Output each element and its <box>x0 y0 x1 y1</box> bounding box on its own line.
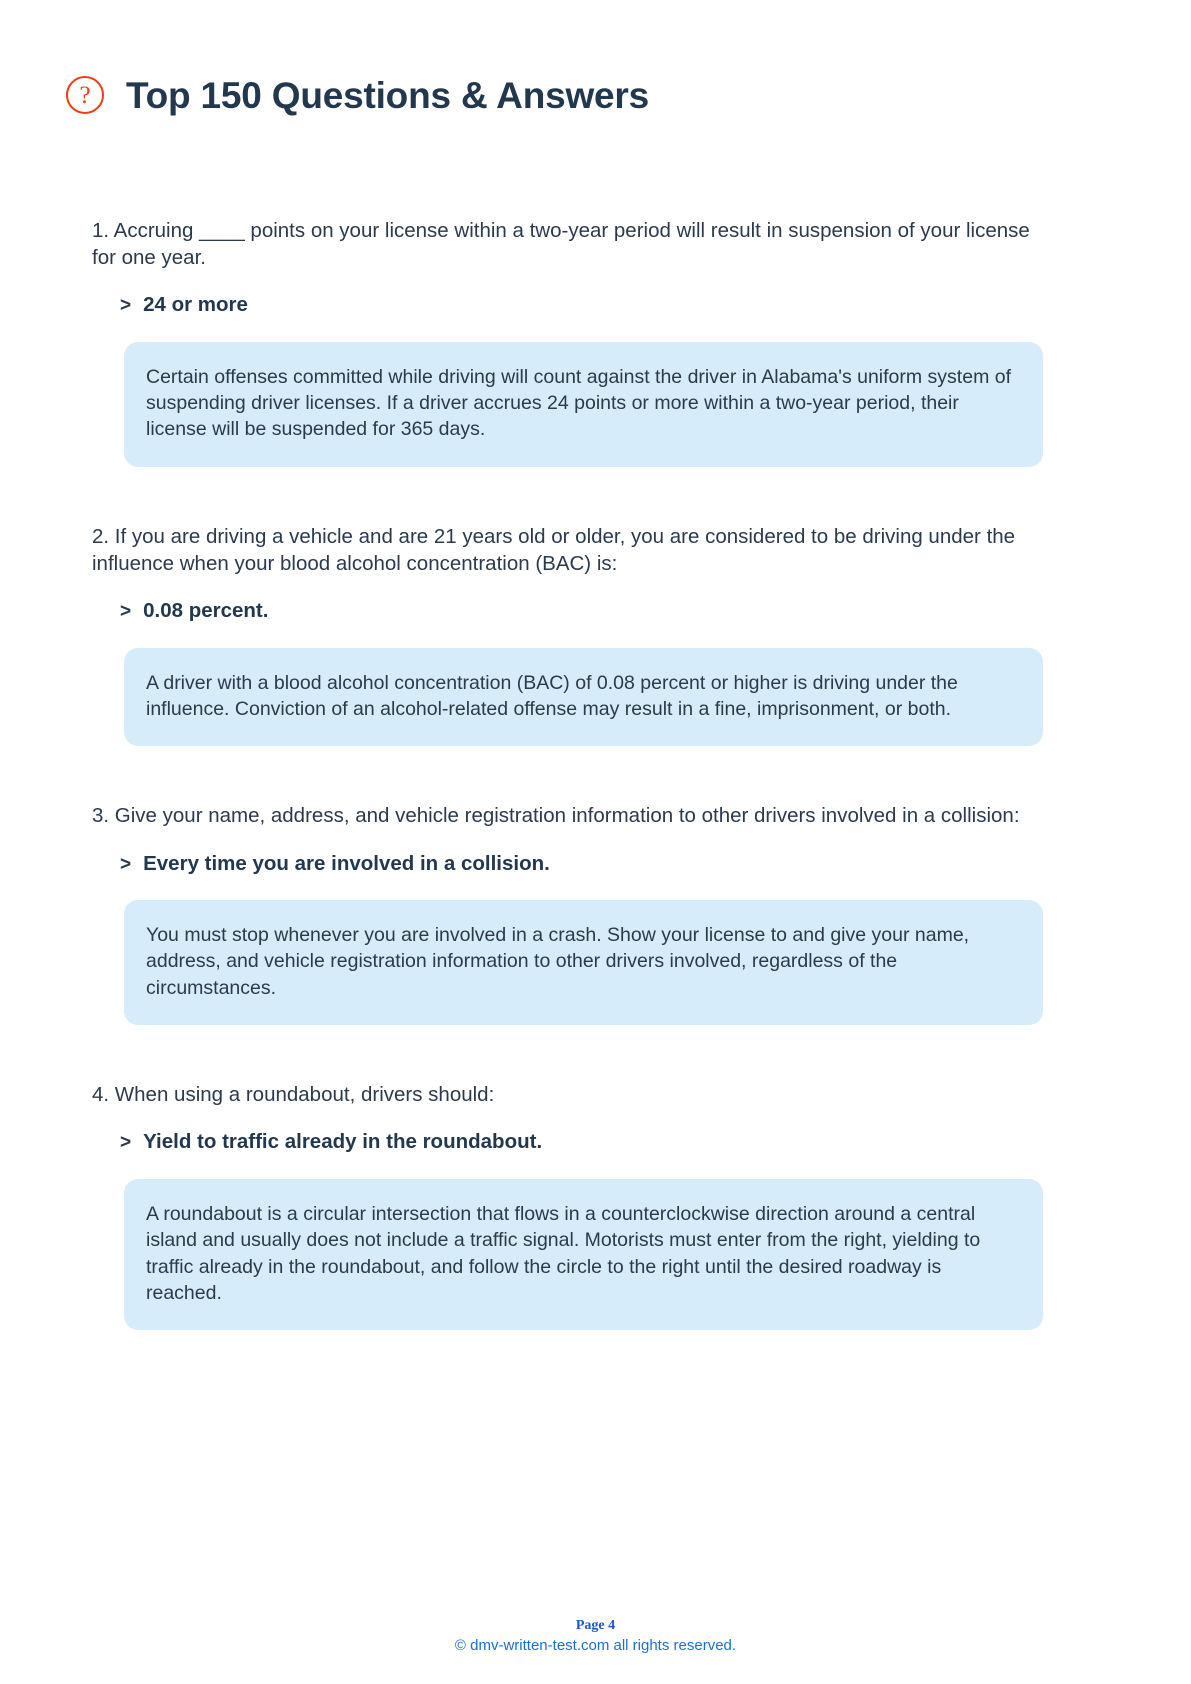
answer-text: Yield to traffic already in the roundabout. <box>143 1130 543 1154</box>
qa-item <box>0 1081 1191 1330</box>
answer-caret-icon: > <box>120 295 132 317</box>
question-text: 2. If you are driving a vehicle and are 21 years old or older, you are considered to be driving under the influence when your blood alcohol concentration (BAC) is: <box>92 524 1016 575</box>
explanation-box: A roundabout is a circular intersection that flows in a counterclockwise direction around a central island and usually does not include a traffic signal. Motorists must enter from the right, yielding to traffic already in the roundabout, and follow the circle to the right until the desired roadway is reached. <box>124 1179 1043 1330</box>
answer-row <box>120 293 1043 318</box>
qa-item <box>0 802 1191 1025</box>
qa-item <box>0 523 1191 747</box>
page-footer <box>0 1617 1191 1656</box>
qa-list <box>0 217 1191 1331</box>
copyright-text[interactable]: © dmv-written-test.com all rights reserved. <box>454 1636 737 1654</box>
question-text: 3. Give your name, address, and vehicle registration information to other drivers involved in a collision: <box>92 804 1020 828</box>
explanation-box: You must stop whenever you are involved in a crash. Show your license to and give your name, address, and vehicle registration information to other drivers involved, regardless of the circumstances. <box>124 900 1043 1025</box>
explanation-box: Certain offenses committed while driving will count against the driver in Alabama's uniform system of suspending driver licenses. If a driver accrues 24 points or more within a two-year period, their license will be suspended for 365 days. <box>124 342 1043 467</box>
question-text: 1. Accruing ____ points on your license within a two-year period will result in suspension of your license for one year. <box>92 218 1030 269</box>
answer-row <box>120 599 1043 624</box>
page-title: Top 150 Questions & Answers <box>126 74 650 116</box>
question-mark-glyph: ? <box>79 81 91 109</box>
answer-text: Every time you are involved in a collision. <box>143 851 550 875</box>
answer-caret-icon: > <box>120 853 132 875</box>
page-number: Page 4 <box>575 1617 616 1633</box>
question-mark-circle-icon <box>66 76 104 114</box>
answer-caret-icon: > <box>120 601 132 623</box>
answer-text: 24 or more <box>143 293 248 317</box>
qa-item <box>0 217 1191 467</box>
question-text: 4. When using a roundabout, drivers should: <box>92 1083 495 1107</box>
answer-caret-icon: > <box>120 1132 132 1154</box>
answer-text: 0.08 percent. <box>143 599 269 623</box>
answer-row <box>120 852 1043 877</box>
explanation-box: A driver with a blood alcohol concentration (BAC) of 0.08 percent or higher is driving under the influence. Conviction of an alcohol-related offense may result in a fine, imprisonment, or both. <box>124 648 1043 747</box>
answer-row <box>120 1130 1043 1155</box>
page-header <box>0 0 1191 139</box>
